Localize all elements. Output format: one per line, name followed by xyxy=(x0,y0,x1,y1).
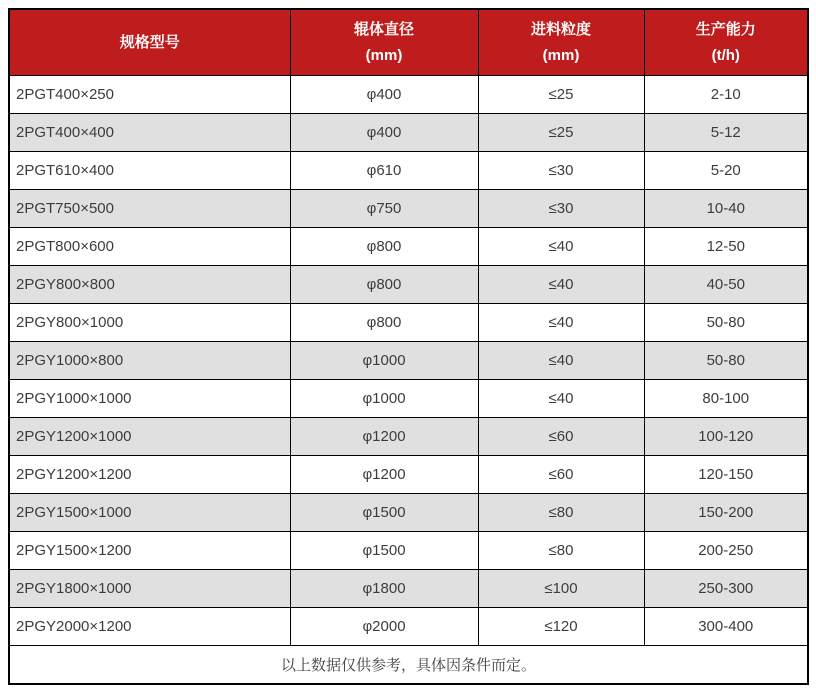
capacity-cell: 12-50 xyxy=(644,228,808,266)
feed-size-cell: ≤40 xyxy=(478,304,644,342)
capacity-cell: 5-12 xyxy=(644,114,808,152)
model-cell: 2PGY1800×1000 xyxy=(9,570,290,608)
table-row xyxy=(9,608,808,646)
model-cell: 2PGY2000×1200 xyxy=(9,608,290,646)
feed-size-cell: ≤80 xyxy=(478,532,644,570)
model-cell: 2PGY1200×1200 xyxy=(9,456,290,494)
model-cell: 2PGT610×400 xyxy=(9,152,290,190)
spec-table xyxy=(8,8,809,685)
model-cell: 2PGT400×250 xyxy=(9,76,290,114)
table-row xyxy=(9,380,808,418)
header-feed-size xyxy=(478,9,644,76)
roller-diameter-cell: φ1500 xyxy=(290,532,478,570)
feed-size-cell: ≤30 xyxy=(478,190,644,228)
table-header xyxy=(9,9,808,76)
capacity-cell: 10-40 xyxy=(644,190,808,228)
roller-diameter-cell: φ1000 xyxy=(290,342,478,380)
capacity-cell: 250-300 xyxy=(644,570,808,608)
feed-size-cell: ≤100 xyxy=(478,570,644,608)
header-feed-size-unit: (mm) xyxy=(542,46,580,64)
roller-diameter-cell: φ400 xyxy=(290,76,478,114)
feed-size-cell: ≤25 xyxy=(478,76,644,114)
header-feed-size-title: 进料粒度 xyxy=(530,20,591,38)
roller-diameter-cell: φ610 xyxy=(290,152,478,190)
table-row xyxy=(9,76,808,114)
roller-diameter-cell: φ1000 xyxy=(290,380,478,418)
roller-diameter-cell: φ400 xyxy=(290,114,478,152)
header-capacity xyxy=(644,9,808,76)
roller-diameter-cell: φ2000 xyxy=(290,608,478,646)
capacity-cell: 50-80 xyxy=(644,304,808,342)
model-cell: 2PGY1000×1000 xyxy=(9,380,290,418)
capacity-cell: 50-80 xyxy=(644,342,808,380)
feed-size-cell: ≤30 xyxy=(478,152,644,190)
model-cell: 2PGT750×500 xyxy=(9,190,290,228)
model-cell: 2PGY800×800 xyxy=(9,266,290,304)
roller-diameter-cell: φ1200 xyxy=(290,456,478,494)
feed-size-cell: ≤40 xyxy=(478,228,644,266)
roller-diameter-cell: φ1800 xyxy=(290,570,478,608)
model-cell: 2PGT800×600 xyxy=(9,228,290,266)
feed-size-cell: ≤40 xyxy=(478,266,644,304)
model-cell: 2PGY1200×1000 xyxy=(9,418,290,456)
capacity-cell: 300-400 xyxy=(644,608,808,646)
model-cell: 2PGY1500×1000 xyxy=(9,494,290,532)
table-row xyxy=(9,494,808,532)
model-cell: 2PGY800×1000 xyxy=(9,304,290,342)
header-model xyxy=(9,9,290,76)
header-roller-diameter xyxy=(290,9,478,76)
table-body xyxy=(9,76,808,646)
roller-diameter-cell: φ800 xyxy=(290,304,478,342)
feed-size-cell: ≤60 xyxy=(478,418,644,456)
header-capacity-title: 生产能力 xyxy=(695,20,756,38)
capacity-cell: 5-20 xyxy=(644,152,808,190)
feed-size-cell: ≤40 xyxy=(478,342,644,380)
capacity-cell: 2-10 xyxy=(644,76,808,114)
capacity-cell: 120-150 xyxy=(644,456,808,494)
table-row xyxy=(9,418,808,456)
table-row xyxy=(9,570,808,608)
capacity-cell: 150-200 xyxy=(644,494,808,532)
feed-size-cell: ≤40 xyxy=(478,380,644,418)
table-row xyxy=(9,228,808,266)
header-roller-diameter-unit: (mm) xyxy=(365,46,403,64)
model-cell: 2PGY1500×1200 xyxy=(9,532,290,570)
capacity-cell: 80-100 xyxy=(644,380,808,418)
table-row xyxy=(9,114,808,152)
table-row xyxy=(9,304,808,342)
feed-size-cell: ≤120 xyxy=(478,608,644,646)
roller-diameter-cell: φ1500 xyxy=(290,494,478,532)
model-cell: 2PGT400×400 xyxy=(9,114,290,152)
header-row xyxy=(9,9,808,76)
roller-diameter-cell: φ750 xyxy=(290,190,478,228)
header-model-title: 规格型号 xyxy=(119,33,180,51)
header-capacity-unit: (t/h) xyxy=(711,46,740,64)
model-cell: 2PGY1000×800 xyxy=(9,342,290,380)
capacity-cell: 40-50 xyxy=(644,266,808,304)
footnote-row xyxy=(9,646,808,685)
table-row xyxy=(9,190,808,228)
roller-diameter-cell: φ800 xyxy=(290,228,478,266)
table-row xyxy=(9,152,808,190)
capacity-cell: 200-250 xyxy=(644,532,808,570)
table-footer xyxy=(9,646,808,685)
capacity-cell: 100-120 xyxy=(644,418,808,456)
table-row xyxy=(9,532,808,570)
feed-size-cell: ≤25 xyxy=(478,114,644,152)
footnote-text: 以上数据仅供参考，具体因条件而定。 xyxy=(9,646,808,685)
table-row xyxy=(9,456,808,494)
table-row xyxy=(9,266,808,304)
table-row xyxy=(9,342,808,380)
feed-size-cell: ≤80 xyxy=(478,494,644,532)
roller-diameter-cell: φ800 xyxy=(290,266,478,304)
header-roller-diameter-title: 辊体直径 xyxy=(353,20,414,38)
feed-size-cell: ≤60 xyxy=(478,456,644,494)
roller-diameter-cell: φ1200 xyxy=(290,418,478,456)
